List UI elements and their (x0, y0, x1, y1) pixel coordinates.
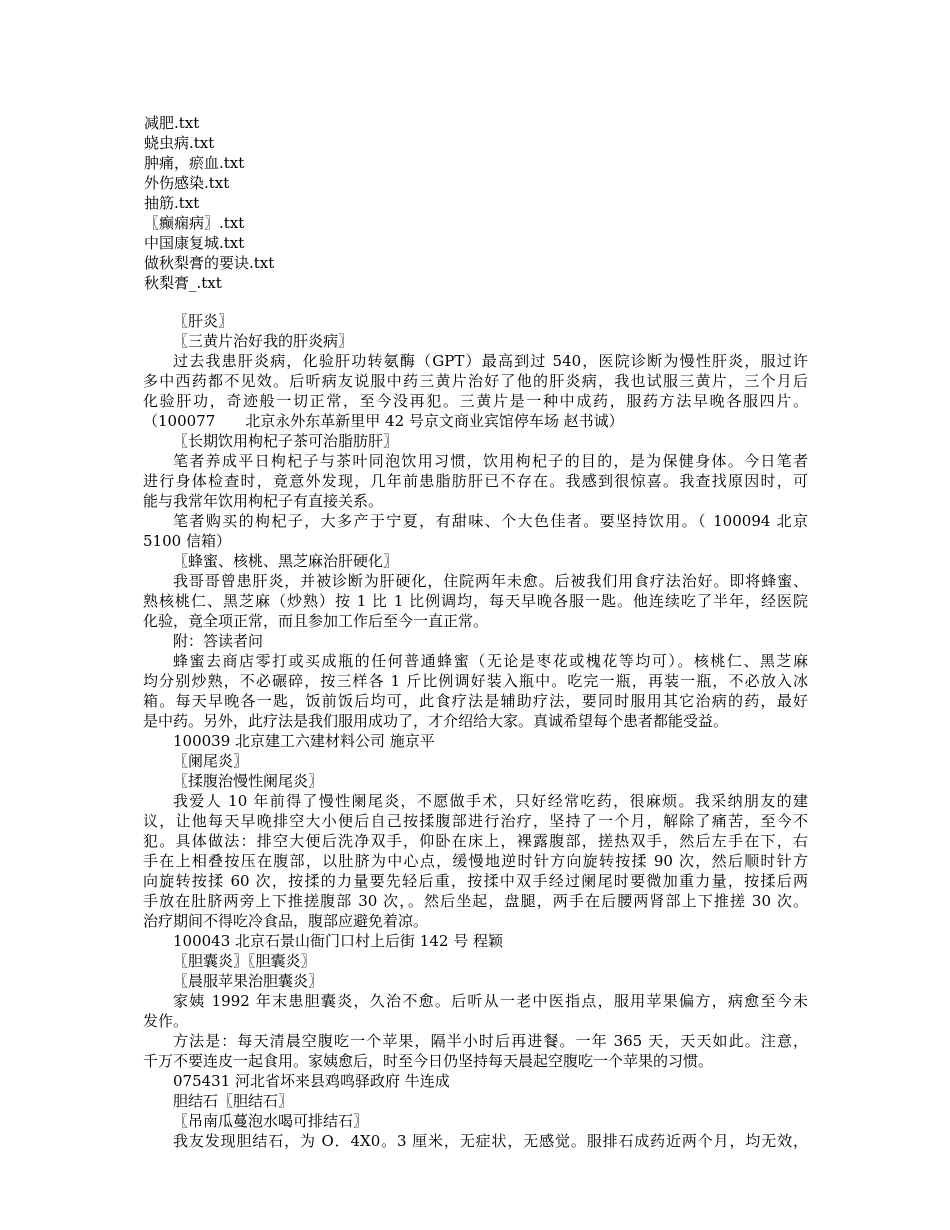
text-line: 胆结石〖胆结石〗 (173, 1092, 294, 1110)
text-line: 熟核桃仁、黑芝麻（炒熟）按 1 比 1 比例调均，每天早晚各服一匙。他连续吃了半年，经医院 (143, 592, 808, 610)
text-line: 是中药。另外，此疗法是我们服用成功了，才介绍给大家。真诚希望每个患者都能受益。 (143, 712, 729, 730)
text-line: 〖胆囊炎〗〖胆囊炎〗 (173, 952, 316, 970)
text-line: 向旋转按揉 60 次，按揉的力量要先轻后重，按揉中双手经过阑尾时要微加重力量，按揉后两 (143, 872, 808, 890)
file-list-item: 做秋梨膏的要诀.txt (144, 254, 275, 272)
text-line: 〖长期饮用枸杞子茶可治脂肪肝〗 (173, 432, 399, 450)
text-line: 笔者购买的枸杞子，大多产于宁夏，有甜味、个大色佳者。要坚持饮用。（ 100094 北京 (173, 512, 808, 530)
file-list-item: 肿痛，瘀血.txt (144, 154, 245, 172)
text-line: 能与我常年饮用枸杞子有直接关系。 (143, 492, 384, 510)
text-line: 发作。 (143, 1012, 189, 1030)
text-line: 100043 北京石景山衙门口村上后街 142 号 程颖 (173, 932, 503, 950)
file-list-item: 蛲虫病.txt (144, 134, 215, 152)
text-line: 〖阑尾炎〗 (173, 752, 249, 770)
text-line: 笔者养成平日枸杞子与茶叶同泡饮用习惯，饮用枸杞子的目的，是为保健身体。今日笔者 (173, 452, 808, 470)
text-line: 我友发现胆结石，为 O．4X0。3 厘米，无症状，无感觉。服排石成药近两个月，均无效， (173, 1132, 808, 1150)
text-line: （100077 北京永外东革新里甲 42 号京文商业宾馆停车场 赵书诚） (143, 412, 624, 430)
text-line: 附：答读者问 (173, 632, 264, 650)
text-line: 家姨 1992 年末患胆囊炎，久治不愈。后听从一老中医指点，服用苹果偏方，病愈至今未 (173, 992, 808, 1010)
text-line: 化验，竟全项正常，而且参加工作后至今一直正常。 (143, 612, 489, 630)
text-line: 〖晨服苹果治胆囊炎〗 (173, 972, 324, 990)
text-line: 〖肝炎〗 (173, 312, 234, 330)
text-line: 〖吊南瓜蔓泡水喝可排结石〗 (173, 1112, 369, 1130)
text-line: 箱。每天早晚各一匙，饭前饭后均可，此食疗法是辅助疗法，要同时服用其它治病的药，最好 (143, 692, 808, 710)
text-line: 我爱人 10 年前得了慢性阑尾炎，不愿做手术，只好经常吃药，很麻烦。我采纳朋友的建 (173, 792, 808, 810)
text-line: 手放在肚脐两旁上下推搓腹部 30 次，。然后坐起，盘腿，两手在后腰两肾部上下推搓 30 次。 (143, 892, 808, 910)
text-line: 蜂蜜去商店零打或买成瓶的任何普通蜂蜜（无论是枣花或槐花等均可）。核桃仁、黑芝麻 (173, 652, 808, 670)
file-list (144, 113, 544, 293)
text-line: 〖揉腹治慢性阑尾炎〗 (173, 772, 324, 790)
text-line: 过去我患肝炎病，化验肝功转氨酶（GPT）最高到过 540，医院诊断为慢性肝炎，服过许 (173, 352, 808, 370)
text-line: 100039 北京建工六建材料公司 施京平 (173, 732, 435, 750)
text-line: 手在上相叠按压在腹部，以肚脐为中心点，缓慢地逆时针方向旋转按揉 90 次，然后顺时针方 (143, 852, 808, 870)
text-line: 化验肝功，奇迹般一切正常，至今没再犯。三黄片是一种中成药，服药方法早晚各服四片。 (143, 392, 808, 410)
text-line: 千万不要连皮一起食用。家姨愈后，时至今日仍坚持每天晨起空腹吃一个苹果的习惯。 (143, 1052, 714, 1070)
text-line: 〖蜂蜜、核桃、黑芝麻治肝硬化〗 (173, 552, 399, 570)
file-list-item: 〖癫痫病〗.txt (144, 214, 245, 232)
text-line: 治疗期间不得吃冷食品，腹部应避免着凉。 (143, 912, 429, 930)
text-line: 多中西药都不见效。后听病友说服中药三黄片治好了他的肝炎病，我也试服三黄片，三个月后 (143, 372, 808, 390)
text-line: 犯。具体做法：排空大便后洗净双手，仰卧在床上，裸露腹部，搓热双手，然后左手在下，右 (143, 832, 808, 850)
text-line: 方法是：每天清晨空腹吃一个苹果，隔半小时后再进餐。一年 365 天，天天如此。注意， (173, 1032, 808, 1050)
text-line: 5100 信箱） (143, 532, 231, 550)
file-list-item: 秋梨膏_.txt (144, 274, 222, 292)
file-list-item: 中国康复城.txt (144, 234, 245, 252)
file-list-item: 外伤感染.txt (144, 174, 230, 192)
text-line: 均分别炒熟，不必碾碎，按三样各 1 斤比例调好装入瓶中。吃完一瓶，再装一瓶，不必放入冰 (143, 672, 808, 690)
text-line: 进行身体检查时，竟意外发现，几年前患脂肪肝已不存在。我感到很惊喜。我查找原因时，可 (143, 472, 808, 490)
text-line: 我哥哥曾患肝炎，并被诊断为肝硬化，住院两年未愈。后被我们用食疗法治好。即将蜂蜜、 (173, 572, 808, 590)
file-list-item: 减肥.txt (144, 114, 200, 132)
file-list-item: 抽筋.txt (144, 194, 200, 212)
text-line: 议，让他每天早晚排空大小便后自己按揉腹部进行治疗，坚持了一个月，解除了痛苦，至今不 (143, 812, 808, 830)
article-body (143, 311, 808, 1151)
text-line: 〖三黄片治好我的肝炎病〗 (173, 332, 354, 350)
text-line: 075431 河北省坏来县鸡鸣驿政府 牛连成 (173, 1072, 450, 1090)
